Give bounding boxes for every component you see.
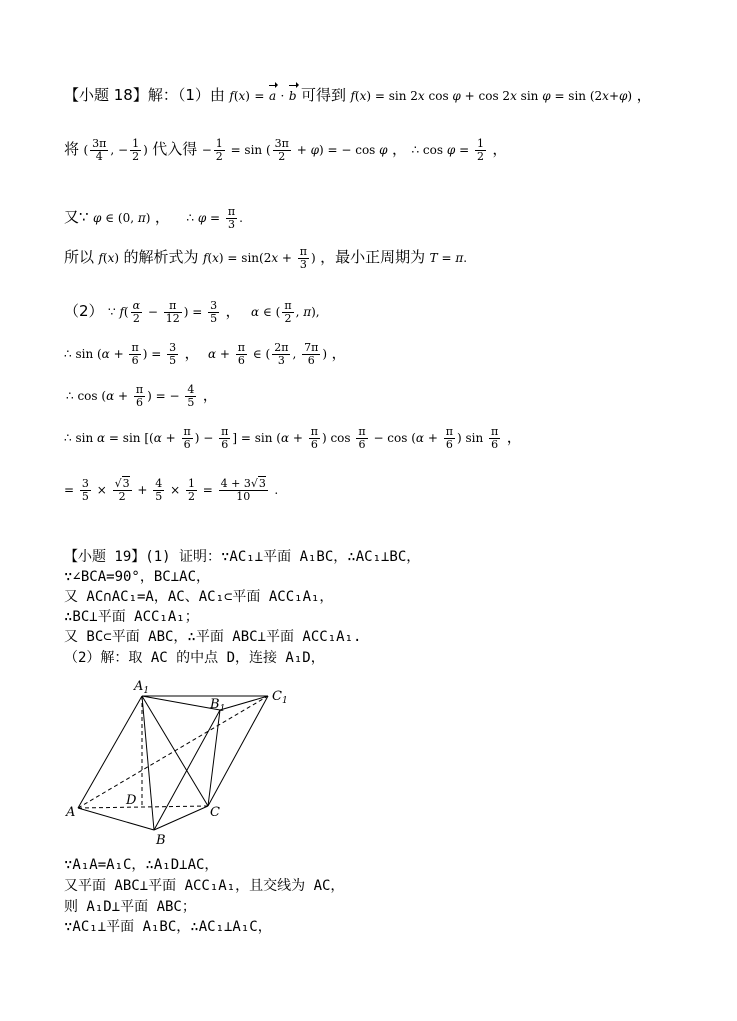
p18-so: 所以	[64, 248, 95, 266]
label-B: B	[156, 833, 166, 848]
edge-A-A1	[78, 696, 142, 808]
p18-final-fx: f(x) = sin(2x + $\frac{\pi}{3}$ )	[203, 245, 316, 271]
p18-line-9: = $\frac{3}{5}$ × $\frac{√3}{2}$ + $\frac{4}{5}$ × $\frac{1}{2}$ = $\frac{4 + 3√3}{10}$ .	[64, 477, 279, 503]
label-A: A	[66, 805, 76, 820]
label-A1: $A_1$	[134, 679, 150, 696]
edge-A-C	[78, 806, 208, 808]
p18-step3: ∴ sin α = sin [(α + $\frac{\pi}{6}$ ) − $\frac{\pi}{6}$ ] = sin (α + $\frac{\pi}{6}$ ) cos $\frac{\pi}{6}$ − cos (α + $\frac{\pi}{6}$ ) sin $\frac{\pi}{6}$	[64, 425, 499, 451]
edge-A-B	[78, 808, 154, 830]
p18-cos-result: ∴ cos φ = $\frac{1}{2}$	[411, 137, 484, 163]
p18-period-text: ，最小正周期为	[320, 248, 426, 266]
edge-B1-C1	[220, 696, 268, 710]
p18-line-8: ∴ sin α = sin [(α + $\frac{\pi}{6}$ ) − $\frac{\pi}{6}$ ] = sin (α + $\frac{\pi}{6}$ ) cos $\frac{\pi}{6}$ − cos (α + $\frac{\pi}{6}$ ) sin $\frac{\pi}{6}$ ，	[64, 425, 522, 451]
p18-step4: = $\frac{3}{5}$ × $\frac{√3}{2}$ + $\frac{4}{5}$ × $\frac{1}{2}$ = $\frac{4 + 3√3}{10}$	[64, 477, 266, 503]
p19-line-8: 又平面 ABC⊥平面 ACC₁A₁，且交线为 AC，	[64, 878, 345, 894]
p18-lead-sub: 将	[64, 140, 80, 158]
p18-alpha-range: α ∈ ( $\frac{\pi}{2}$ , π),	[251, 299, 320, 325]
p18-expr-text: 的解析式为	[123, 248, 199, 266]
p18-line-4: 所以 f(x) 的解析式为 f(x) = sin(2x + $\frac{\pi}{3}$ ) ，最小正周期为 T = π.	[64, 245, 468, 271]
p18-line-1: 【小题 18】解：（1）由 f(x) = a · b 可得到 f(x) = sin 2x cos φ + cos 2x sin φ = sin (2x+φ) ，	[64, 86, 652, 104]
label-B1: $B_1$	[210, 697, 226, 714]
p18-sub-into: 代入得	[152, 140, 198, 158]
edge-C-C1	[208, 696, 268, 806]
p18-line-5: （2） ∵ f( $\frac{\alpha}{2}$ − $\frac{\pi}{12}$ ) = $\frac{3}{5}$ ， α ∈ ( $\frac{\pi}{2}$ , π),	[64, 299, 320, 325]
p19-line-2: ∵∠BCA=90°，BC⊥AC，	[64, 569, 211, 585]
p18-heading: 【小题 18】解：（1）由	[64, 86, 225, 104]
p18-line-2: 将 ( $\frac{3\pi}{4}$ , − $\frac{1}{2}$ ) 代入得 − $\frac{1}{2}$ = sin ( $\frac{3\pi}{2}$ + φ) = − cos φ ， ∴ cos φ = $\frac{1}{2}$ ，	[64, 137, 508, 163]
label-C1: $C_1$	[272, 689, 288, 706]
p19-line-7: ∵A₁A=A₁C，∴A₁D⊥AC，	[64, 857, 219, 873]
p18-step1: ∴ sin (α + $\frac{\pi}{6}$ ) = $\frac{3}{5}$	[64, 341, 177, 367]
edge-A-C1	[78, 696, 268, 808]
p19-line-10: ∵AC₁⊥平面 A₁BC，∴AC₁⊥A₁C，	[64, 919, 272, 935]
p18-again: 又∵	[64, 208, 89, 226]
p18-period-value: T = π.	[429, 251, 468, 265]
p19-line-3: 又 AC∩AC₁=A，AC、AC₁⊂平面 ACC₁A₁，	[64, 589, 334, 605]
label-C: C	[210, 805, 220, 820]
edge-B-C	[154, 806, 208, 830]
p18-substitution: − $\frac{1}{2}$ = sin ( $\frac{3\pi}{2}$ + φ) = − cos φ	[201, 137, 388, 163]
edge-B1-C	[208, 710, 220, 806]
p18-line-6: ∴ sin (α + $\frac{\pi}{6}$ ) = $\frac{3}{5}$ ， α + $\frac{\pi}{6}$ ∈ ( $\frac{2\pi}{3}$ , $\frac{7\pi}{6}$ ) ，	[64, 341, 347, 367]
vec-a: a	[268, 89, 277, 103]
prism-figure	[60, 672, 300, 848]
p19-line-5: 又 BC⊂平面 ABC，∴平面 ABC⊥平面 ACC₁A₁.	[64, 629, 362, 645]
vec-b: b	[288, 89, 297, 103]
p18-given: ∵ f( $\frac{\alpha}{2}$ − $\frac{\pi}{12}$ ) = $\frac{3}{5}$	[108, 299, 218, 325]
p18-line-7: ∴ cos (α + $\frac{\pi}{6}$ ) = − $\frac{4}{5}$ ，	[66, 383, 218, 409]
edge-A1-B1	[142, 696, 220, 710]
p18-fx-expanded: f(x) = sin 2x cos φ + cos 2x sin φ = sin (2x+φ)	[350, 89, 633, 103]
p19-line-6: （2）解：取 AC 的中点 D，连接 A₁D，	[64, 650, 325, 666]
p18-step2: ∴ cos (α + $\frac{\pi}{6}$ ) = − $\frac{4}{5}$	[66, 383, 195, 409]
label-D: D	[126, 793, 137, 808]
p19-line-1: 【小题 19】(1) 证明：∵AC₁⊥平面 A₁BC，∴AC₁⊥BC，	[64, 549, 421, 565]
edge-A1-B	[142, 696, 154, 830]
p19-line-9: 则 A₁D⊥平面 ABC；	[64, 899, 196, 915]
p18-step1b: α + $\frac{\pi}{6}$ ∈ ( $\frac{2\pi}{3}$ , $\frac{7\pi}{6}$ )	[208, 341, 328, 367]
p18-point: ( $\frac{3\pi}{4}$ , − $\frac{1}{2}$ )	[83, 137, 148, 163]
p19-line-4: ∴BC⊥平面 ACC₁A₁；	[64, 609, 199, 625]
p18-fx-def: f(x)	[229, 89, 250, 103]
p18-phi-result: ∴ φ = $\frac{\pi}{3}$ .	[186, 205, 243, 231]
p18-line-3: 又∵ φ ∈ (0, π) ， ∴ φ = $\frac{\pi}{3}$ .	[64, 205, 243, 231]
p18-phi-range: φ ∈ (0, π)	[93, 211, 151, 225]
p18-part2: （2）	[64, 302, 104, 320]
p18-lead2: 可得到	[300, 86, 346, 104]
